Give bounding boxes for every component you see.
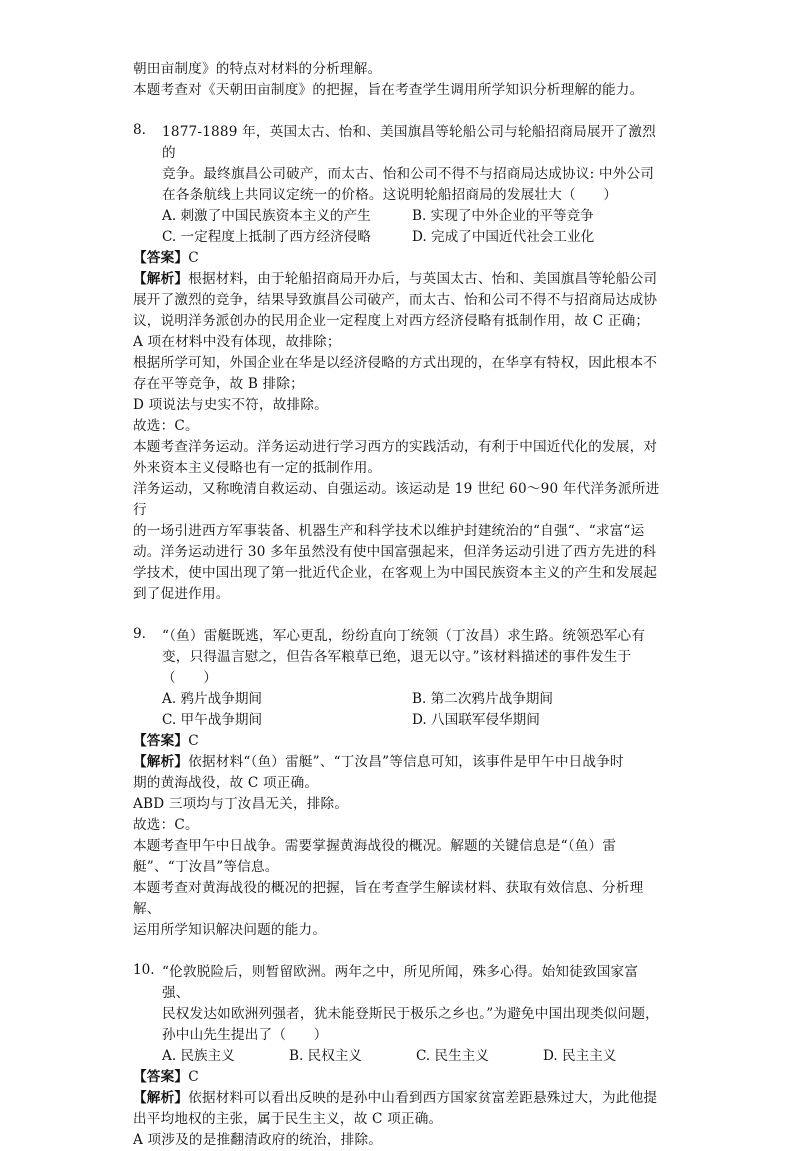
analysis-line: 议，说明洋务派创办的民用企业一定程度上对西方经济侵略有抵制作用，故 C 正确；	[133, 313, 650, 329]
analysis-line: 学技术，使中国出现了第一批近代企业，在客观上为中国民族资本主义的产生和发展起	[133, 565, 658, 581]
option-b: B. 实现了中外企业的平等竞争	[412, 208, 594, 224]
question-10-options	[133, 1046, 663, 1067]
question-stem-line: （ ）	[162, 670, 218, 686]
analysis-text: 依据材料“（鱼）雷艇”、“丁汝昌”等信息可知，该事件是甲午中日战争时	[188, 754, 624, 770]
answer-tag: 【答案】	[133, 1069, 189, 1085]
analysis-line: D 项说法与史实不符，故排除。	[133, 397, 328, 413]
analysis-line: 动。洋务运动进行 30 多年虽然没有使中国富强起来，但洋务运动引进了西方先进的科	[133, 544, 657, 560]
option-c: C. 一定程度上抵制了西方经济侵略	[162, 229, 371, 245]
analysis-line: 运用所学知识解决问题的能力。	[133, 922, 327, 938]
intro-line: 本题考查对《天朝田亩制度》的把握，旨在考查学生调用所学知识分析理解的能力。	[133, 82, 644, 98]
question-stem-line: “伦敦脱险后，则暂留欧洲。两年之中，所见所闻，殊多心得。始知徒致国家富强、	[162, 964, 639, 1001]
question-stem-line: 竞争。最终旗昌公司破产，而太古、怡和公司不得不与招商局达成协议: 中外公司	[162, 166, 655, 182]
analysis-line: 的一场引进西方军事装备、机器生产和科学技术以维护封建统治的“自强“、“求富“运	[133, 523, 645, 539]
answer-tag: 【答案】	[133, 250, 189, 266]
analysis-line: A 项涉及的是推翻清政府的统治，排除。	[133, 1132, 383, 1148]
answer-line	[133, 248, 663, 269]
analysis-line: 存在平等竞争，故 B 排除；	[133, 376, 304, 392]
analysis-tag: 【解析】	[133, 1090, 189, 1106]
option-c: C. 民生主义	[416, 1048, 489, 1064]
question-stem-line: “（鱼）雷艇既逃，军心更乱，纷纷直向丁统领（丁汝昌）求生路。统领恐军心有	[162, 628, 646, 644]
option-a: A. 刺激了中国民族资本主义的产生	[162, 208, 371, 224]
answer-value: C	[188, 733, 199, 749]
question-8	[133, 122, 663, 206]
spacer	[133, 941, 663, 962]
analysis-line: 根据所学可知，外国企业在华是以经济侵略的方式出现的，在华享有特权，因此根本不	[133, 355, 658, 371]
option-a: A. 民族主义	[162, 1048, 235, 1064]
analysis-line	[133, 1088, 663, 1109]
option-d: D. 民主主义	[543, 1048, 617, 1064]
analysis-line: 外来资本主义侵略也有一定的抵制作用。	[133, 460, 382, 476]
spacer	[133, 605, 663, 626]
analysis-line: 故选：C。	[133, 817, 199, 833]
analysis-text: 根据材料，由于轮船招商局开办后，与英国太古、怡和、美国旗昌等轮船公司	[188, 271, 658, 287]
analysis-line: 到了促进作用。	[133, 586, 230, 602]
analysis-line: 本题考查对黄海战役的概况的把握，旨在考查学生解读材料、获取有效信息、分析理解、	[133, 880, 644, 917]
answer-line	[133, 1067, 663, 1088]
analysis-line: A 项在材料中没有体现，故排除；	[133, 334, 341, 350]
analysis-line: 本题考查洋务运动。洋务运动进行学习西方的实践活动，有利于中国近代化的发展，对	[133, 439, 658, 455]
analysis-text: 依据材料可以看出反映的是孙中山看到西方国家贫富差距悬殊过大，为此他提	[188, 1090, 658, 1106]
answer-line	[133, 731, 663, 752]
option-c: C. 甲午战争期间	[162, 712, 263, 728]
question-stem-line: 变，只得温言慰之，但告各军粮草已绝，退无以守。”该材料描述的事件发生于	[162, 649, 632, 665]
intro-line: 朝田亩制度》的特点对材料的分析理解。	[133, 61, 382, 77]
analysis-line: 故选：C。	[133, 418, 199, 434]
spacer	[133, 101, 663, 122]
option-a: A. 鸦片战争期间	[162, 691, 263, 707]
question-9-options	[133, 689, 663, 731]
question-9	[133, 626, 663, 689]
analysis-line	[133, 269, 663, 290]
option-b: B. 民权主义	[289, 1048, 363, 1064]
analysis-tag: 【解析】	[133, 754, 189, 770]
option-b: B. 第二次鸦片战争期间	[412, 691, 553, 707]
question-stem-line: 1877-1889 年，英国太古、怡和、美国旗昌等轮船公司与轮船招商局展开了激烈的	[162, 124, 656, 161]
document-page	[133, 59, 663, 1151]
analysis-line: 艇”、“丁汝昌”等信息。	[133, 859, 279, 875]
analysis-line: 期的黄海战役，故 C 项正确。	[133, 775, 319, 791]
question-8-options	[133, 206, 663, 248]
question-stem-line: 孙中山先生提出了（ ）	[162, 1027, 328, 1043]
answer-tag: 【答案】	[133, 733, 189, 749]
analysis-line: 展开了激烈的竞争，结果导致旗昌公司破产，而太古、怡和公司不得不与招商局达成协	[133, 292, 658, 308]
question-stem-line: 民权发达如欧洲列强者，犹未能登斯民于极乐之乡也。”为避免中国出现类似问题，	[162, 1006, 659, 1022]
analysis-line: 洋务运动，又称晚清自救运动、自强运动。该运动是 19 世纪 60～90 年代洋务派所进行	[133, 481, 660, 518]
option-d: D. 八国联军侵华期间	[412, 712, 540, 728]
question-stem-line: 在各条航线上共同议定统一的价格。这说明轮船招商局的发展壮大（ ）	[162, 187, 618, 203]
question-10	[133, 962, 663, 1046]
question-number: 8.	[133, 122, 146, 138]
analysis-tag: 【解析】	[133, 271, 189, 287]
analysis-line: ABD 三项均与丁汝昌无关，排除。	[133, 796, 349, 812]
option-d: D. 完成了中国近代社会工业化	[412, 229, 595, 245]
question-number: 10.	[133, 962, 155, 978]
analysis-line: 本题考查甲午中日战争。需要掌握黄海战役的概况。解题的关键信息是“（鱼）雷	[133, 838, 617, 854]
answer-value: C	[188, 1069, 199, 1085]
question-number: 9.	[133, 626, 146, 642]
analysis-line: 出平均地权的主张，属于民生主义，故 C 项正确。	[133, 1111, 443, 1127]
analysis-line	[133, 752, 663, 773]
answer-value: C	[188, 250, 199, 266]
